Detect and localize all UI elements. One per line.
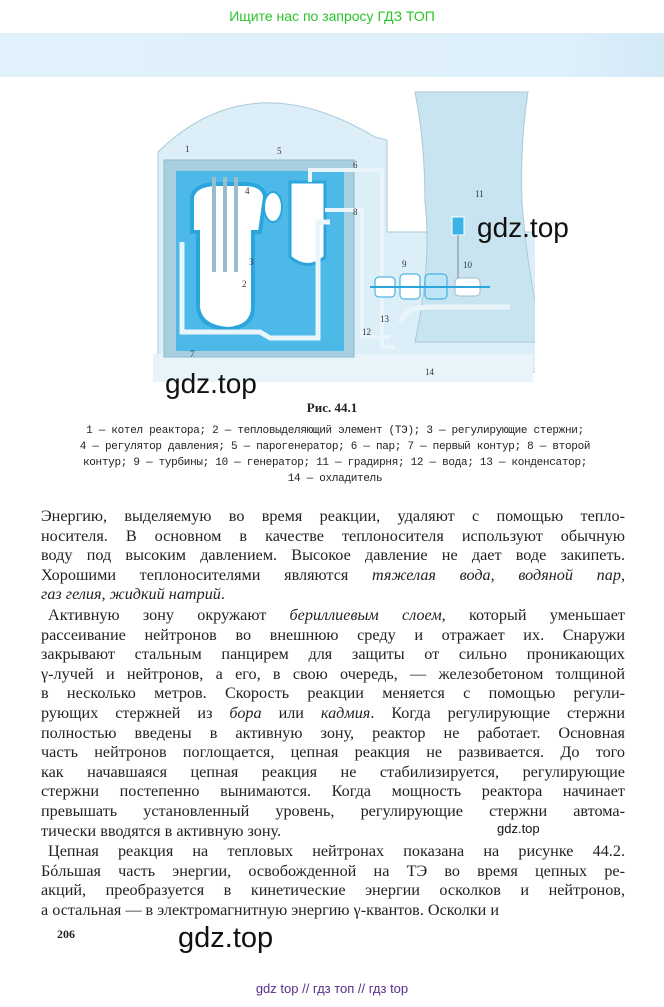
text-segment: часть нейтронов поглощается, цепная реакция не развивается. До того <box>41 743 625 762</box>
italic-term: бора <box>229 703 262 722</box>
label-5: 5 <box>277 146 282 156</box>
text-segment: а остальная — в электромагнитную энергию γ-квантов. Осколки и <box>41 900 500 919</box>
banner-text: Ищите нас по запросу ГДЗ ТОП <box>229 8 435 24</box>
text-segment: закрывают стальным панцирем для защиты от сильно проникающих <box>41 645 625 664</box>
watermark: gdz.top <box>497 821 540 836</box>
legend-line: 1 — котел реактора; 2 — тепловыделяющий элемент (ТЭ); 3 — регулирующие стержни; <box>86 425 584 437</box>
text-line <box>41 546 625 566</box>
text-segment: тически вводятся в активную зону. <box>41 821 282 840</box>
text-segment: акций, преобразуется в кинетические энергии осколков и нейтронов, <box>41 881 625 900</box>
text-line <box>41 585 625 605</box>
header-band <box>0 33 664 77</box>
watermark: gdz.top <box>165 368 257 399</box>
label-6: 6 <box>353 160 358 170</box>
italic-term: газ гелия, жидкий натрий <box>41 585 221 604</box>
label-3: 3 <box>249 257 254 267</box>
text-line <box>41 566 625 586</box>
page-number: 206 <box>57 927 75 941</box>
text-segment: как начавшаяся цепная реакция не стабилизируется, регулирующие <box>41 762 625 781</box>
text-line <box>41 606 625 626</box>
search-banner <box>0 0 664 33</box>
text-segment: . Когда регулирующие стержни <box>370 703 626 722</box>
text-segment: превышать установленный уровень, регулирующие стержни автома- <box>41 801 625 820</box>
text-segment: воду под высоким давлением. Высокое давление не дает воде закипеть. <box>41 546 625 565</box>
paragraph <box>41 507 625 605</box>
text-segment: Энергию, выделяемую во время реакции, удаляют с помощью тепло- <box>41 507 625 525</box>
text-line <box>41 802 625 822</box>
text-segment: полностью введены в активную зону, реактор не работает. Основная <box>41 723 625 742</box>
text-segment: в несколько метров. Скорость реакции меняется с помощью регули- <box>41 684 625 703</box>
italic-term: кадмия <box>320 703 371 722</box>
label-12: 12 <box>362 327 371 337</box>
label-7: 7 <box>190 349 195 359</box>
text-segment: рующих стержней из <box>41 703 230 722</box>
text-segment: Активную зону окружают <box>48 605 290 624</box>
label-13: 13 <box>380 314 389 324</box>
text-line <box>41 782 625 802</box>
text-line <box>41 842 625 862</box>
text-line <box>41 527 625 547</box>
label-14: 14 <box>425 367 434 377</box>
text-line <box>41 724 625 744</box>
label-1: 1 <box>185 144 190 154</box>
legend-line: 4 — регулятор давления; 5 — парогенератор; 6 — пар; 7 — первый контур; 8 — второй <box>79 441 591 453</box>
text-line <box>41 645 625 665</box>
text-segment: рассеивание нейтронов во внешнюю среду и отражает их. Снаружи <box>41 625 625 644</box>
paragraph <box>41 842 625 920</box>
text-line <box>41 862 625 882</box>
text-segment: Хорошими теплоносителями являются <box>41 565 373 584</box>
text-segment: . <box>220 585 225 604</box>
label-4: 4 <box>245 186 250 196</box>
text-segment: Цепная реакция на тепловых нейтронах показана на рисунке 44.2. <box>48 842 625 861</box>
text-line <box>41 684 625 704</box>
label-10: 10 <box>463 260 472 270</box>
label-9: 9 <box>402 259 407 269</box>
label-11: 11 <box>475 189 484 199</box>
legend-line: 14 — охладитель <box>287 473 383 485</box>
text-line <box>41 881 625 901</box>
watermark: gdz.top <box>477 212 569 243</box>
text-line <box>41 626 625 646</box>
body-text <box>41 507 625 920</box>
text-line <box>41 507 625 527</box>
figure-legend <box>70 423 600 487</box>
label-2: 2 <box>242 279 247 289</box>
text-line <box>41 704 625 724</box>
text-segment: стержни постепенно вынимаются. Когда мощность реактора начинает <box>41 782 625 801</box>
figure-caption: Рис. 44.1 <box>306 400 358 415</box>
text-segment: , который уменьшает <box>441 605 625 624</box>
text-line <box>41 763 625 783</box>
text-segment: носителя. В основном в качестве теплоносителя используют обычную <box>41 526 625 545</box>
legend-line: контур; 9 — турбины; 10 — генератор; 11 — градирня; 12 — вода; 13 — конденсатор; <box>82 457 588 469</box>
footer-links[interactable]: gdz top // гдз топ // гдз top <box>255 981 409 996</box>
text-segment: или <box>261 703 321 722</box>
italic-term: бериллиевым слоем <box>289 605 442 624</box>
text-line <box>41 743 625 763</box>
text-segment: Бóльшая часть энергии, освобожденной на ТЭ во время цепных ре- <box>41 861 625 880</box>
paragraph <box>41 606 625 841</box>
italic-term: тяжелая вода, водяной пар, <box>372 565 625 584</box>
text-line <box>41 901 625 921</box>
watermark: gdz.top <box>178 922 274 954</box>
text-line <box>41 665 625 685</box>
label-8: 8 <box>353 207 358 217</box>
text-segment: γ-лучей и нейтронов, а его, в свою очередь, — железобетоном толщиной <box>41 664 625 683</box>
